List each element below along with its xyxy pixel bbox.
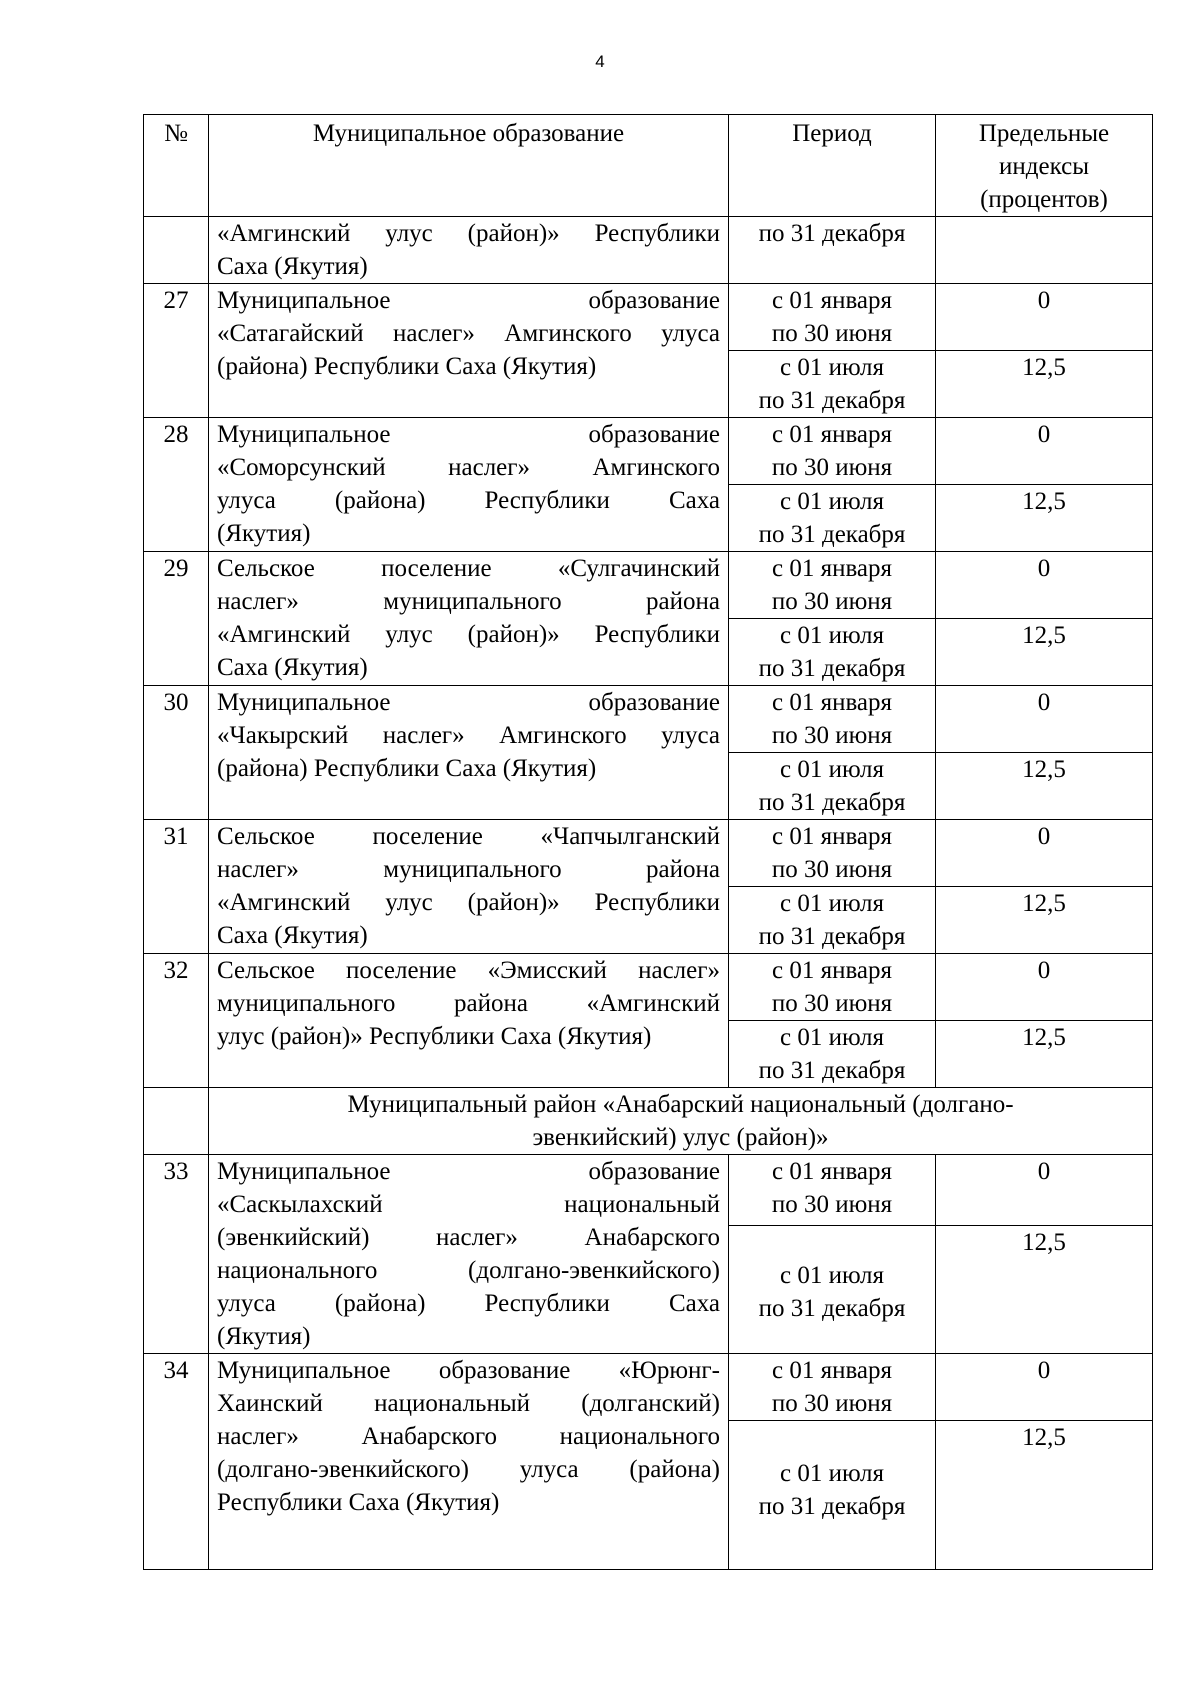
period-line: по 31 декабря (758, 521, 906, 548)
period-line: с 01 января (771, 555, 893, 582)
header-number: № (144, 115, 209, 217)
period-line: с 01 июля (779, 1262, 884, 1289)
row-number: 34 (144, 1354, 209, 1570)
name-line: Сельское поселение «Чапчылганский (217, 823, 720, 850)
name-line: Сельское поселение «Сулгачинский (217, 555, 720, 582)
period-line: по 30 июня (771, 588, 893, 615)
name-line: улус (район)» Республики Саха (Якутия) (217, 1023, 652, 1050)
municipality-name (209, 418, 729, 552)
table-header-row (144, 115, 1153, 217)
row-number: 28 (144, 418, 209, 552)
municipality-name (209, 284, 729, 418)
period-line: по 30 июня (771, 454, 893, 481)
period-line: с 01 января (771, 1357, 893, 1384)
section-title (209, 1088, 1153, 1155)
period-line: с 01 января (771, 689, 893, 716)
period-line: с 01 января (771, 421, 893, 448)
index-cell: 0 (936, 820, 1153, 887)
index-cell: 12,5 (936, 485, 1153, 552)
name-line: «Саскылахский национальный (217, 1191, 720, 1218)
row-number: 30 (144, 686, 209, 820)
period-cell (729, 485, 936, 552)
period-line: с 01 января (771, 823, 893, 850)
period-line: с 01 июля (779, 890, 884, 917)
index-cell (936, 217, 1153, 284)
period-line: с 01 июля (779, 622, 884, 649)
name-line: «Амгинский улус (район)» Республики (217, 621, 720, 648)
table-row (144, 1354, 1153, 1421)
section-row (144, 1088, 1153, 1155)
municipality-name (209, 1354, 729, 1570)
row-number (144, 1088, 209, 1155)
period-line: по 30 июня (771, 1390, 893, 1417)
period-cell (729, 1421, 936, 1570)
name-line: «Чакырский наслег» Амгинского улуса (217, 722, 720, 749)
name-line: муниципального района «Амгинский (217, 990, 720, 1017)
name-line: Хаинский национальный (долганский) (217, 1390, 720, 1417)
name-line: Муниципальное образование «Юрюнг- (217, 1357, 720, 1384)
index-cell: 0 (936, 954, 1153, 1021)
period-line: с 01 июля (779, 488, 884, 515)
row-number: 27 (144, 284, 209, 418)
section-title-line: Муниципальный район «Анабарский национальный (долгано- (347, 1091, 1014, 1118)
name-line: Сельское поселение «Эмисский наслег» (217, 957, 720, 984)
name-line: «Сатагайский наслег» Амгинского улуса (217, 320, 720, 347)
period-line: по 31 декабря (758, 789, 906, 816)
period-line: по 31 декабря (758, 1057, 906, 1084)
name-line: Республики Саха (Якутия) (217, 1489, 500, 1516)
period-cell (729, 1155, 936, 1226)
name-line: Саха (Якутия) (217, 654, 368, 681)
period-line: по 31 декабря (758, 1493, 906, 1520)
table-row (144, 284, 1153, 351)
header-index-line: Предельные (978, 120, 1110, 147)
name-line: «Амгинский улус (район)» Республики (217, 220, 720, 247)
index-cell: 12,5 (936, 1421, 1153, 1570)
continuation-row (144, 217, 1153, 284)
period-line: по 30 июня (771, 722, 893, 749)
name-line: Саха (Якутия) (217, 253, 368, 280)
row-number: 29 (144, 552, 209, 686)
index-cell: 12,5 (936, 1225, 1153, 1353)
name-line: (района) Республики Саха (Якутия) (217, 353, 597, 380)
period-cell (729, 418, 936, 485)
period-cell (729, 1225, 936, 1353)
header-municipality: Муниципальное образование (209, 115, 729, 217)
period-cell (729, 820, 936, 887)
name-line: Муниципальное образование (217, 689, 720, 716)
row-number: 33 (144, 1155, 209, 1354)
period-line: по 30 июня (771, 320, 893, 347)
period-line: с 01 января (771, 287, 893, 314)
table-row (144, 418, 1153, 485)
period-line: с 01 июля (779, 1460, 884, 1487)
header-index-line: индексы (999, 153, 1089, 180)
index-cell: 12,5 (936, 619, 1153, 686)
municipality-name (209, 1155, 729, 1354)
name-line: (долгано-эвенкийского) улуса (района) (217, 1456, 720, 1483)
name-line: Муниципальное образование (217, 421, 720, 448)
municipality-name (209, 686, 729, 820)
period-line: по 31 декабря (758, 923, 906, 950)
name-line: национального (долгано-эвенкийского) (217, 1257, 720, 1284)
name-line: «Амгинский улус (район)» Республики (217, 889, 720, 916)
name-line: наслег» Анабарского национального (217, 1423, 720, 1450)
name-line: улуса (района) Республики Саха (217, 1290, 720, 1317)
period-line: с 01 июля (779, 354, 884, 381)
name-line: Саха (Якутия) (217, 922, 368, 949)
period-line: с 01 июля (779, 1024, 884, 1051)
name-line: улуса (района) Республики Саха (217, 487, 720, 514)
municipality-name (209, 954, 729, 1088)
period-line: по 31 декабря (758, 1295, 906, 1322)
index-cell: 12,5 (936, 1021, 1153, 1088)
index-cell: 0 (936, 284, 1153, 351)
municipality-name (209, 217, 729, 284)
period-cell (729, 954, 936, 1021)
index-cell: 0 (936, 418, 1153, 485)
name-line: (района) Республики Саха (Якутия) (217, 755, 597, 782)
row-number: 32 (144, 954, 209, 1088)
index-cell: 12,5 (936, 351, 1153, 418)
period-cell (729, 1021, 936, 1088)
header-index (936, 115, 1153, 217)
table-row (144, 686, 1153, 753)
period-cell (729, 351, 936, 418)
index-cell: 0 (936, 552, 1153, 619)
row-number: 31 (144, 820, 209, 954)
period-cell (729, 753, 936, 820)
table-row (144, 820, 1153, 887)
period-line: по 30 июня (771, 856, 893, 883)
period-cell (729, 887, 936, 954)
period-cell (729, 1354, 936, 1421)
period-line: с 01 января (771, 1158, 893, 1185)
municipality-name (209, 820, 729, 954)
name-line: Муниципальное образование (217, 287, 720, 314)
table-row (144, 1155, 1153, 1226)
row-number (144, 217, 209, 284)
name-line: наслег» муниципального района (217, 856, 720, 883)
page-number: 4 (595, 52, 605, 71)
period-cell: по 31 декабря (729, 217, 936, 284)
name-line: (эвенкийский) наслег» Анабарского (217, 1224, 720, 1251)
period-cell (729, 284, 936, 351)
name-line: Муниципальное образование (217, 1158, 720, 1185)
index-cell: 12,5 (936, 753, 1153, 820)
index-cell: 0 (936, 1354, 1153, 1421)
period-line: с 01 января (771, 957, 893, 984)
indices-table (143, 114, 1153, 1570)
period-cell (729, 686, 936, 753)
period-cell (729, 619, 936, 686)
name-line: (Якутия) (217, 1323, 311, 1350)
municipality-name (209, 552, 729, 686)
header-index-line: (процентов) (980, 186, 1108, 213)
period-cell (729, 552, 936, 619)
period-line: по 31 декабря (758, 387, 906, 414)
period-line: по 30 июня (771, 1191, 893, 1218)
name-line: наслег» муниципального района (217, 588, 720, 615)
section-title-line: эвенкийский) улус (район)» (532, 1124, 829, 1151)
name-line: «Соморсунский наслег» Амгинского (217, 454, 720, 481)
period-line: по 30 июня (771, 990, 893, 1017)
index-cell: 0 (936, 686, 1153, 753)
name-line: (Якутия) (217, 520, 311, 547)
table-row (144, 954, 1153, 1021)
table-row (144, 552, 1153, 619)
index-cell: 12,5 (936, 887, 1153, 954)
index-cell: 0 (936, 1155, 1153, 1226)
period-line: с 01 июля (779, 756, 884, 783)
header-period: Период (729, 115, 936, 217)
period-line: по 31 декабря (758, 655, 906, 682)
